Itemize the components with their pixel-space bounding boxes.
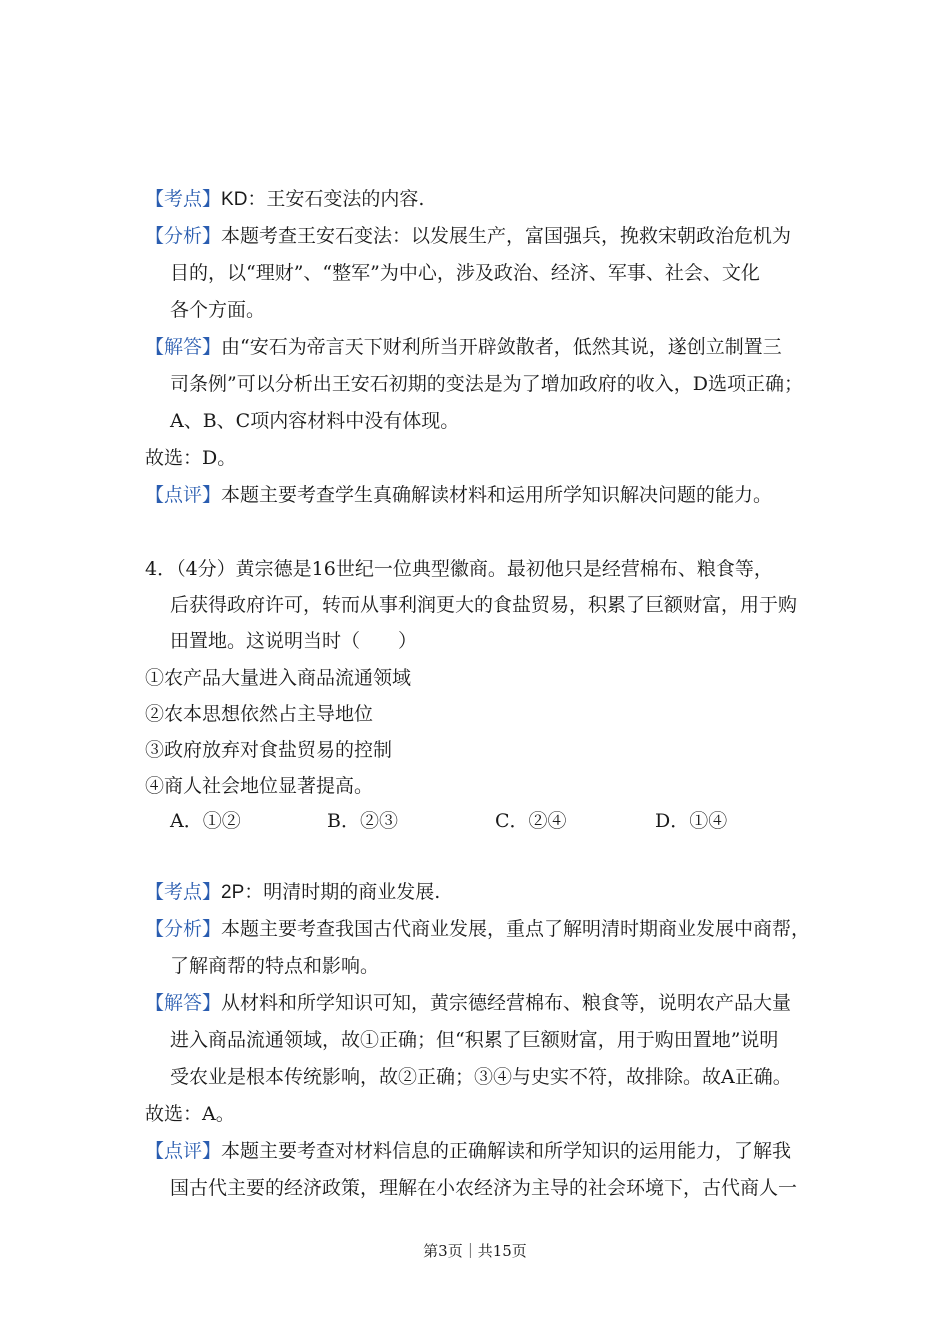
- option-c: C．②④: [495, 810, 567, 832]
- fenxi-label: 【分析】: [145, 918, 222, 940]
- kaodian-label: 【考点】: [145, 188, 222, 210]
- q3-jieda-line: [145, 334, 782, 360]
- q3-kaodian-line: [145, 186, 424, 213]
- dianping-label: 【点评】: [145, 484, 222, 506]
- fenxi-text: 本题考查王安石变法：以发展生产，富国强兵，挽救宋朝政治危机为: [221, 225, 792, 247]
- jieda-text: 由“安石为帝言天下财利所当开辟敛散者，低然其说，遂创立制置三: [221, 336, 782, 358]
- kaodian-label: 【考点】: [145, 881, 222, 903]
- fenxi-text: 本题主要考查我国古代商业发展，重点了解明清时期商业发展中商帮，: [221, 918, 811, 940]
- q4-stem-line-1: 4．（4分）黄宗德是16世纪一位典型徽商。最初他只是经营棉布、粮食等，: [145, 558, 773, 580]
- jieda-label: 【解答】: [145, 992, 222, 1014]
- q4-item-3: ③政府放弃对食盐贸易的控制: [145, 739, 393, 761]
- option-b: B．②③: [327, 810, 398, 832]
- q4-fenxi-line-2: 了解商帮的特点和影响。: [170, 955, 380, 977]
- option-d: D．①④: [655, 810, 728, 832]
- fenxi-label: 【分析】: [145, 225, 222, 247]
- q4-jieda-line-3: 受农业是根本传统影响，故②正确；③④与史实不符，故排除。故A正确。: [170, 1066, 792, 1088]
- q4-item-2: ②农本思想依然占主导地位: [145, 703, 374, 725]
- q4-stem-line-2: 后获得政府许可，转而从事利润更大的食盐贸易，积累了巨额财富，用于购: [170, 594, 798, 616]
- q4-jieda-line-2: 进入商品流通领域，故①正确；但“积累了巨额财富，用于购田置地”说明: [170, 1029, 779, 1051]
- kaodian-text: ：明清时期的商业发展.: [244, 881, 441, 903]
- dianping-text: 本题主要考查学生真确解读材料和运用所学知识解决问题的能力。: [221, 484, 773, 506]
- q4-dianping-line-2: 国古代主要的经济政策，理解在小农经济为主导的社会环境下，古代商人一: [170, 1177, 798, 1199]
- q3-fenxi-line-3: 各个方面。: [170, 299, 266, 321]
- jieda-text: 从材料和所学知识可知，黄宗德经营棉布、粮食等，说明农产品大量: [221, 992, 792, 1014]
- kaodian-text: ：王安石变法的内容.: [247, 188, 425, 210]
- q4-answer: 故选：A。: [145, 1103, 235, 1125]
- q4-dianping-line: [145, 1138, 791, 1164]
- q4-fenxi-line: [145, 916, 810, 942]
- q3-jieda-line-3: A、B、C项内容材料中没有体现。: [170, 410, 460, 432]
- q3-jieda-line-2: 司条例”可以分析出王安石初期的变法是为了增加政府的收入，D选项正确；: [170, 373, 803, 395]
- q3-answer: 故选：D。: [145, 447, 237, 469]
- q4-jieda-line: [145, 990, 791, 1016]
- q4-item-1: ①农产品大量进入商品流通领域: [145, 667, 412, 689]
- q4-stem-line-3: 田置地。这说明当时（ ）: [170, 630, 418, 652]
- jieda-label: 【解答】: [145, 336, 222, 358]
- kaodian-code: KD: [221, 189, 248, 210]
- dianping-label: 【点评】: [145, 1140, 222, 1162]
- page-number: 第3页｜共15页: [423, 1242, 527, 1260]
- dianping-text: 本题主要考查对材料信息的正确解读和所学知识的运用能力，了解我: [221, 1140, 792, 1162]
- option-a: A．①②: [170, 810, 241, 832]
- q4-item-4: ④商人社会地位显著提高。: [145, 775, 374, 797]
- q4-kaodian-line: [145, 879, 440, 906]
- q3-fenxi-line-2: 目的，以“理财”、“整军”为中心，涉及政治、经济、军事、社会、文化: [170, 262, 760, 284]
- q3-fenxi-line: [145, 223, 791, 249]
- q3-dianping-line: [145, 482, 772, 508]
- kaodian-code: 2P: [221, 882, 245, 903]
